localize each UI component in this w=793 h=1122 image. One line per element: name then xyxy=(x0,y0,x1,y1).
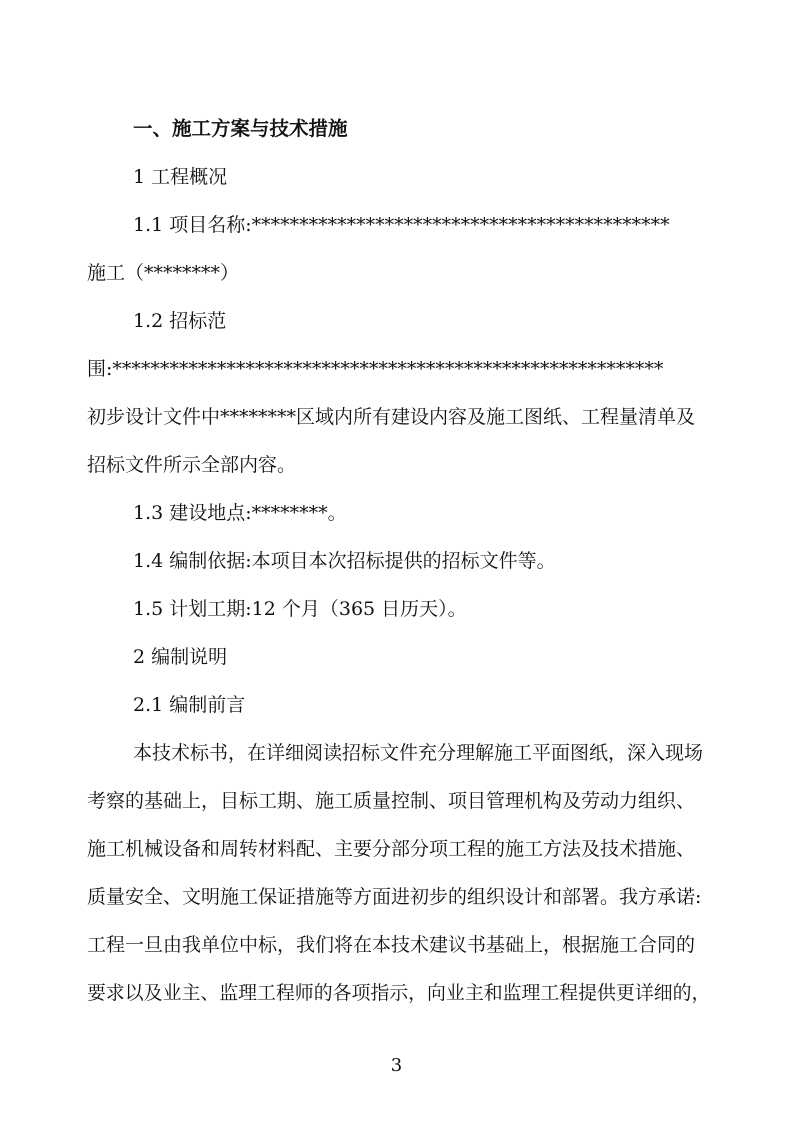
paragraph-line: 质量安全、文明施工保证措施等方面进初步的组织设计和部署。我方承诺: xyxy=(87,886,702,908)
paragraph-line: 1.1 项目名称:******************************************** xyxy=(133,214,670,236)
subsection-heading: 1 工程概况 xyxy=(133,166,228,188)
paragraph-line: 考察的基础上，目标工期、施工质量控制、项目管理机构及劳动力组织、 xyxy=(87,790,696,812)
subsection-heading: 2.1 编制前言 xyxy=(133,694,246,716)
paragraph-line: 本技术标书，在详细阅读招标文件充分理解施工平面图纸，深入现场 xyxy=(133,742,704,764)
paragraph-line: 工程一旦由我单位中标，我们将在本技术建议书基础上，根据施工合同的 xyxy=(87,934,696,956)
paragraph-line: 围:********************************************************** xyxy=(87,358,664,380)
paragraph-line: 1.3 建设地点:********。 xyxy=(133,502,347,524)
paragraph-line: 施工（********） xyxy=(87,262,240,284)
paragraph-line: 要求以及业主、监理工程师的各项指示，向业主和监理工程提供更详细的， xyxy=(87,982,711,1004)
page-number: 3 xyxy=(390,1055,403,1076)
paragraph-line: 1.5 计划工期:12 个月（365 日历天）。 xyxy=(133,598,467,620)
paragraph-line: 施工机械设备和周转材料配、主要分部分项工程的施工方法及技术措施、 xyxy=(87,838,696,860)
paragraph-line: 初步设计文件中********区域内所有建设内容及施工图纸、工程量清单及 xyxy=(87,406,696,428)
subsection-heading: 2 编制说明 xyxy=(133,646,228,668)
paragraph-line: 1.2 招标范 xyxy=(133,310,227,332)
section-heading: 一、施工方案与技术措施 xyxy=(133,117,348,140)
paragraph-line: 招标文件所示全部内容。 xyxy=(87,454,297,476)
paragraph-line: 1.4 编制依据:本项目本次招标提供的招标文件等。 xyxy=(133,550,556,572)
